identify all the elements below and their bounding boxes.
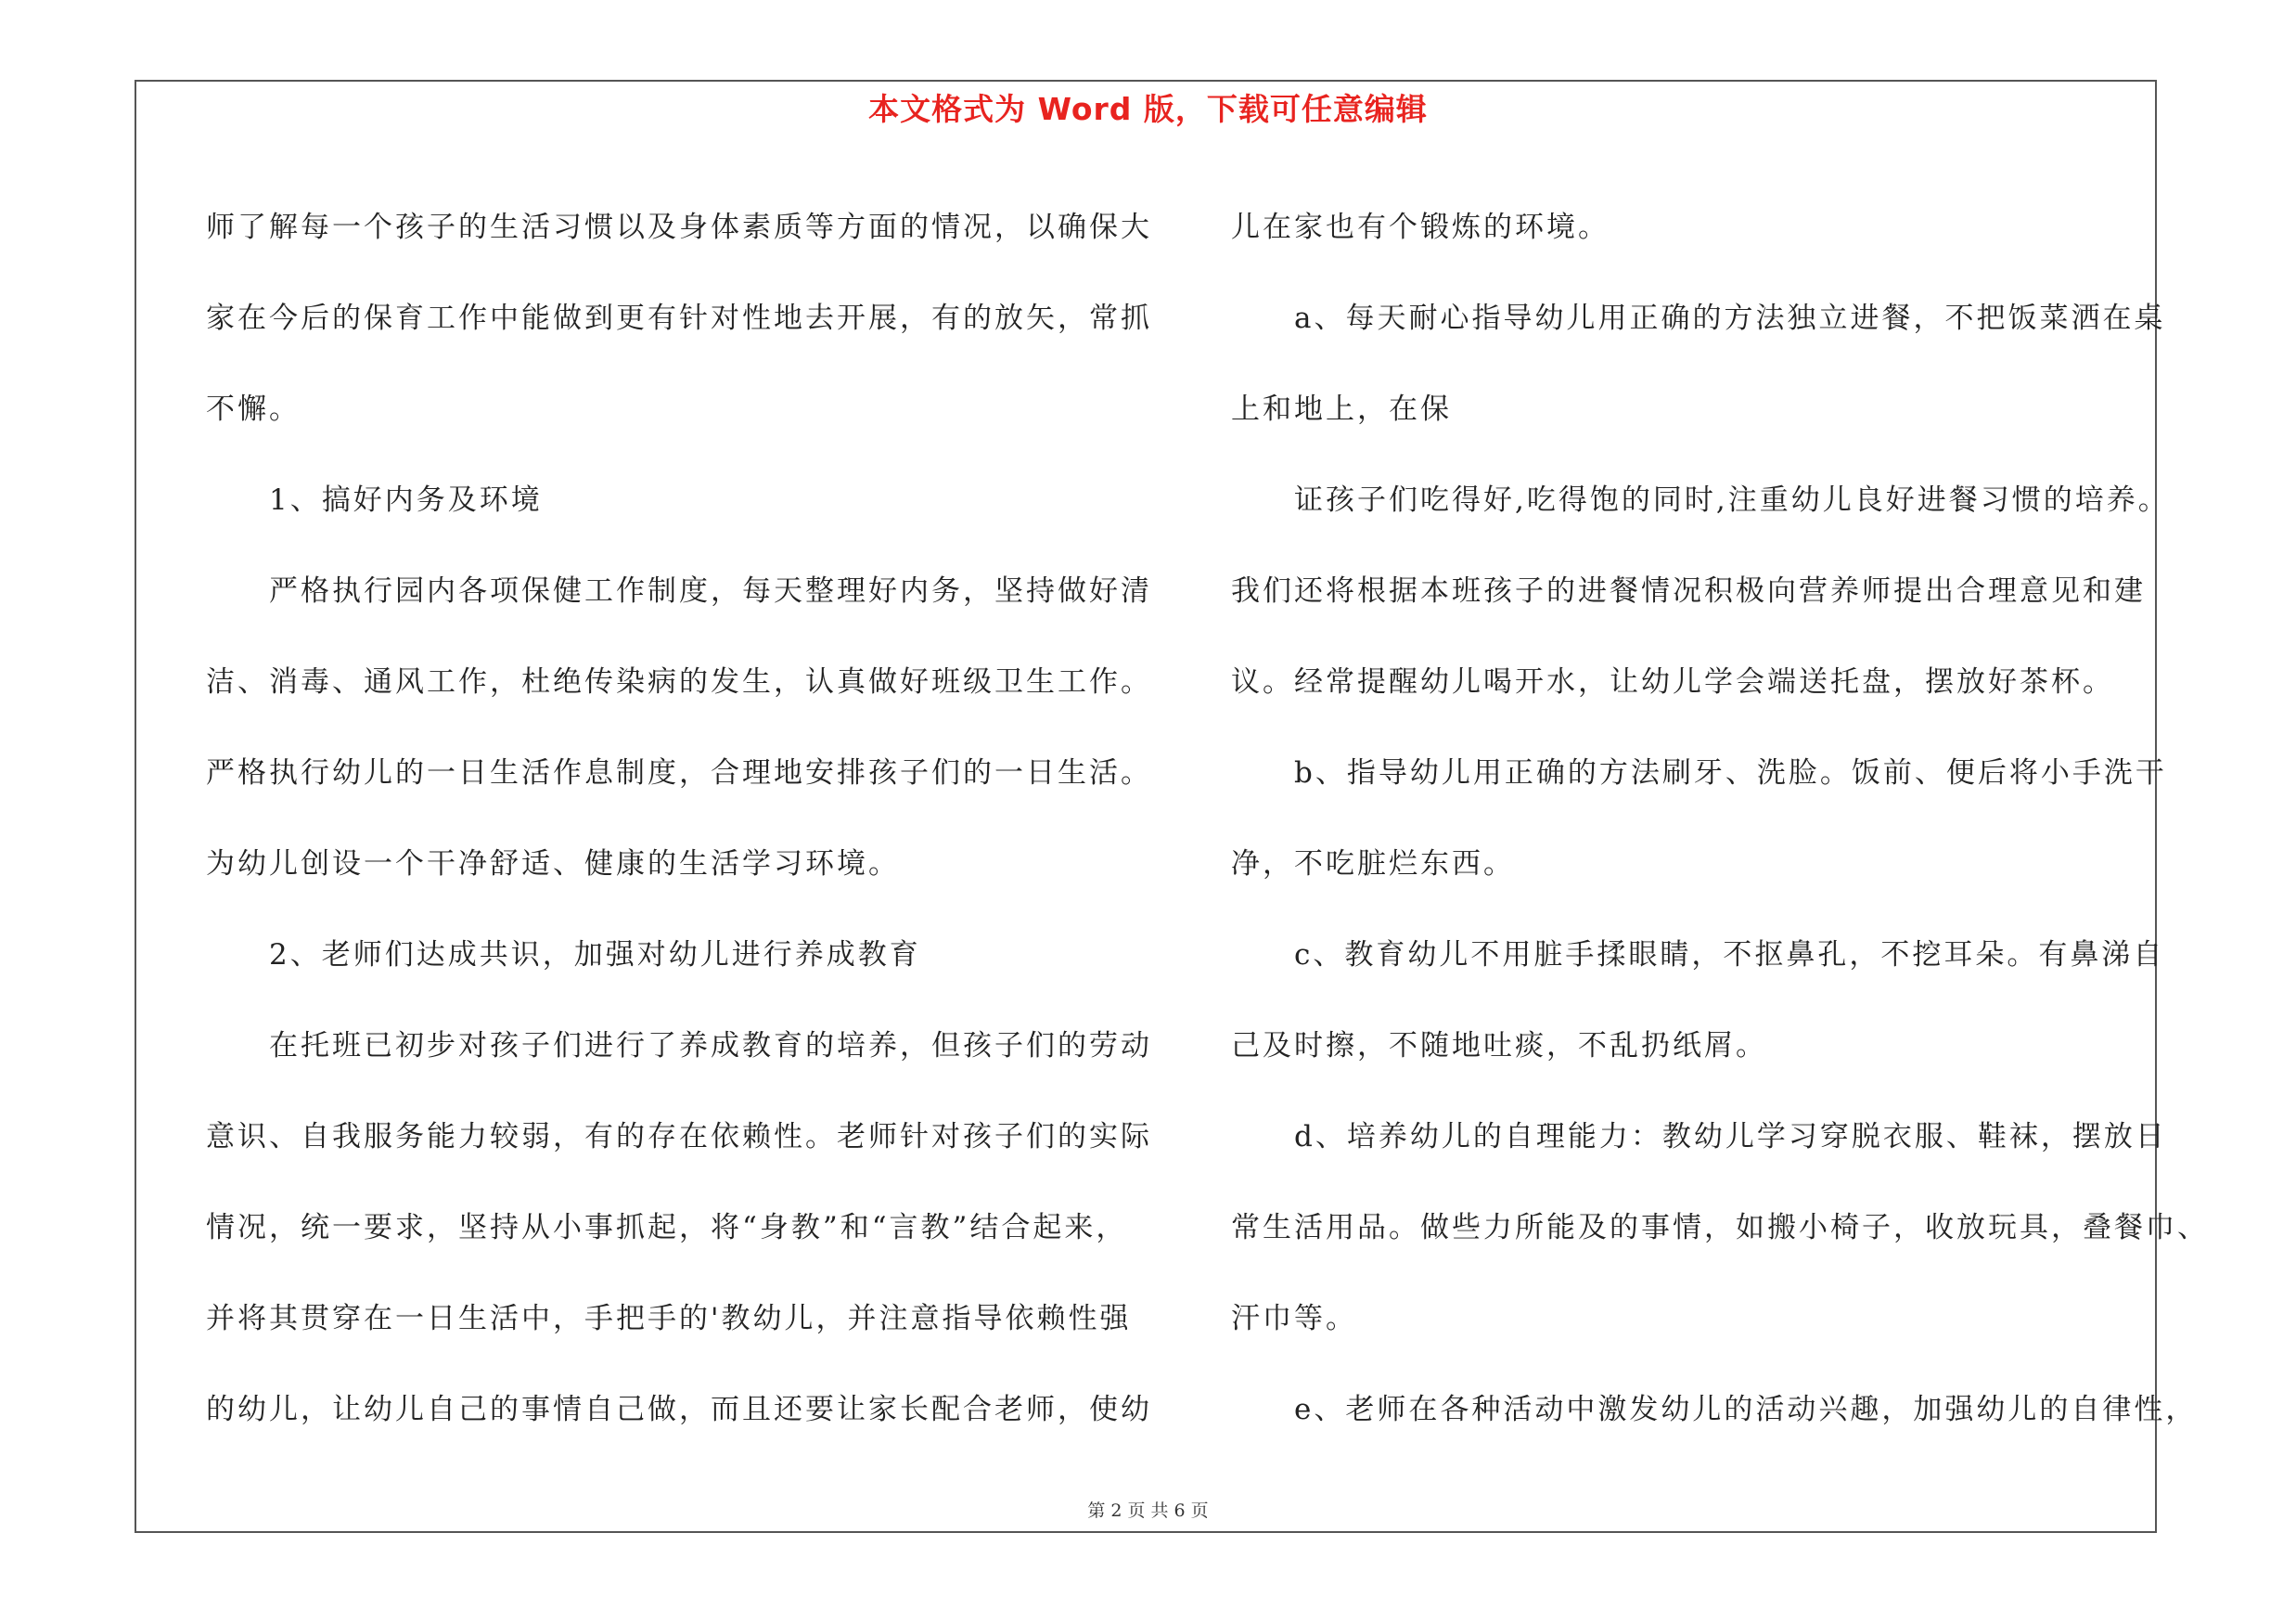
text-line: b、指导幼儿用正确的方法刷牙、洗脸。饭前、便后将小手洗干	[1294, 756, 2167, 790]
text-line: c、教育幼儿不用脏手揉眼睛，不抠鼻孔，不挖耳朵。有鼻涕自	[1294, 938, 2165, 972]
text-line: 严格执行幼儿的一日生活作息制度，合理地安排孩子们的一日生活。	[206, 756, 1152, 790]
text-line: 常生活用品。做些力所能及的事情，如搬小椅子，收放玩具，叠餐巾、	[1231, 1211, 2209, 1244]
text-line: 家在今后的保育工作中能做到更有针对性地去开展，有的放矢，常抓	[206, 302, 1152, 335]
text-line: 证孩子们吃得好,吃得饱的同时,注重幼儿良好进餐习惯的培养。	[1294, 483, 2170, 517]
text-line: 儿在家也有个锻炼的环境。	[1231, 211, 1610, 244]
text-line: 汗巾等。	[1231, 1302, 1357, 1335]
text-line: 情况，统一要求，坚持从小事抓起，将“身教”和“言教”结合起来，	[206, 1211, 1128, 1244]
section-heading: 1、搞好内务及环境	[269, 483, 543, 517]
text-line: e、老师在各种活动中激发幼儿的活动兴趣，加强幼儿的自律性，	[1294, 1393, 2198, 1426]
text-line: 意识、自我服务能力较弱，有的存在依赖性。老师针对孩子们的实际	[206, 1120, 1152, 1153]
text-line: 我们还将根据本班孩子的进餐情况积极向营养师提出合理意见和建	[1231, 574, 2146, 608]
text-line: a、每天耐心指导幼儿用正确的方法独立进餐，不把饭菜洒在桌	[1294, 302, 2166, 335]
text-line: 上和地上，在保	[1231, 393, 1452, 426]
text-line: 师了解每一个孩子的生活习惯以及身体素质等方面的情况，以确保大	[206, 211, 1152, 244]
text-line: 议。经常提醒幼儿喝开水，让幼儿学会端送托盘，摆放好茶杯。	[1231, 665, 2114, 699]
left-column	[206, 182, 1152, 1455]
text-line: 为幼儿创设一个干净舒适、健康的生活学习环境。	[206, 847, 900, 881]
text-line: 不懈。	[206, 393, 301, 426]
header-banner: 本文格式为 Word 版，下载可任意编辑	[868, 91, 1428, 127]
section-heading: 2、老师们达成共识，加强对幼儿进行养成教育	[269, 938, 921, 972]
text-line: 己及时擦，不随地吐痰，不乱扔纸屑。	[1231, 1029, 1767, 1063]
text-line: 并将其贯穿在一日生活中，手把手的'教幼儿，并注意指导依赖性强	[206, 1302, 1132, 1335]
text-line: 洁、消毒、通风工作，杜绝传染病的发生，认真做好班级卫生工作。	[206, 665, 1152, 699]
right-column	[1231, 182, 2209, 1455]
text-line: d、培养幼儿的自理能力：教幼儿学习穿脱衣服、鞋袜，摆放日	[1294, 1120, 2167, 1153]
text-line: 在托班已初步对孩子们进行了养成教育的培养，但孩子们的劳动	[269, 1029, 1152, 1063]
text-line: 严格执行园内各项保健工作制度，每天整理好内务，坚持做好清	[269, 574, 1152, 608]
text-line: 的幼儿，让幼儿自己的事情自己做，而且还要让家长配合老师，使幼	[206, 1393, 1152, 1426]
text-line: 净，不吃脏烂东西。	[1231, 847, 1515, 881]
page-number: 第 2 页 共 6 页	[1087, 1501, 1209, 1521]
